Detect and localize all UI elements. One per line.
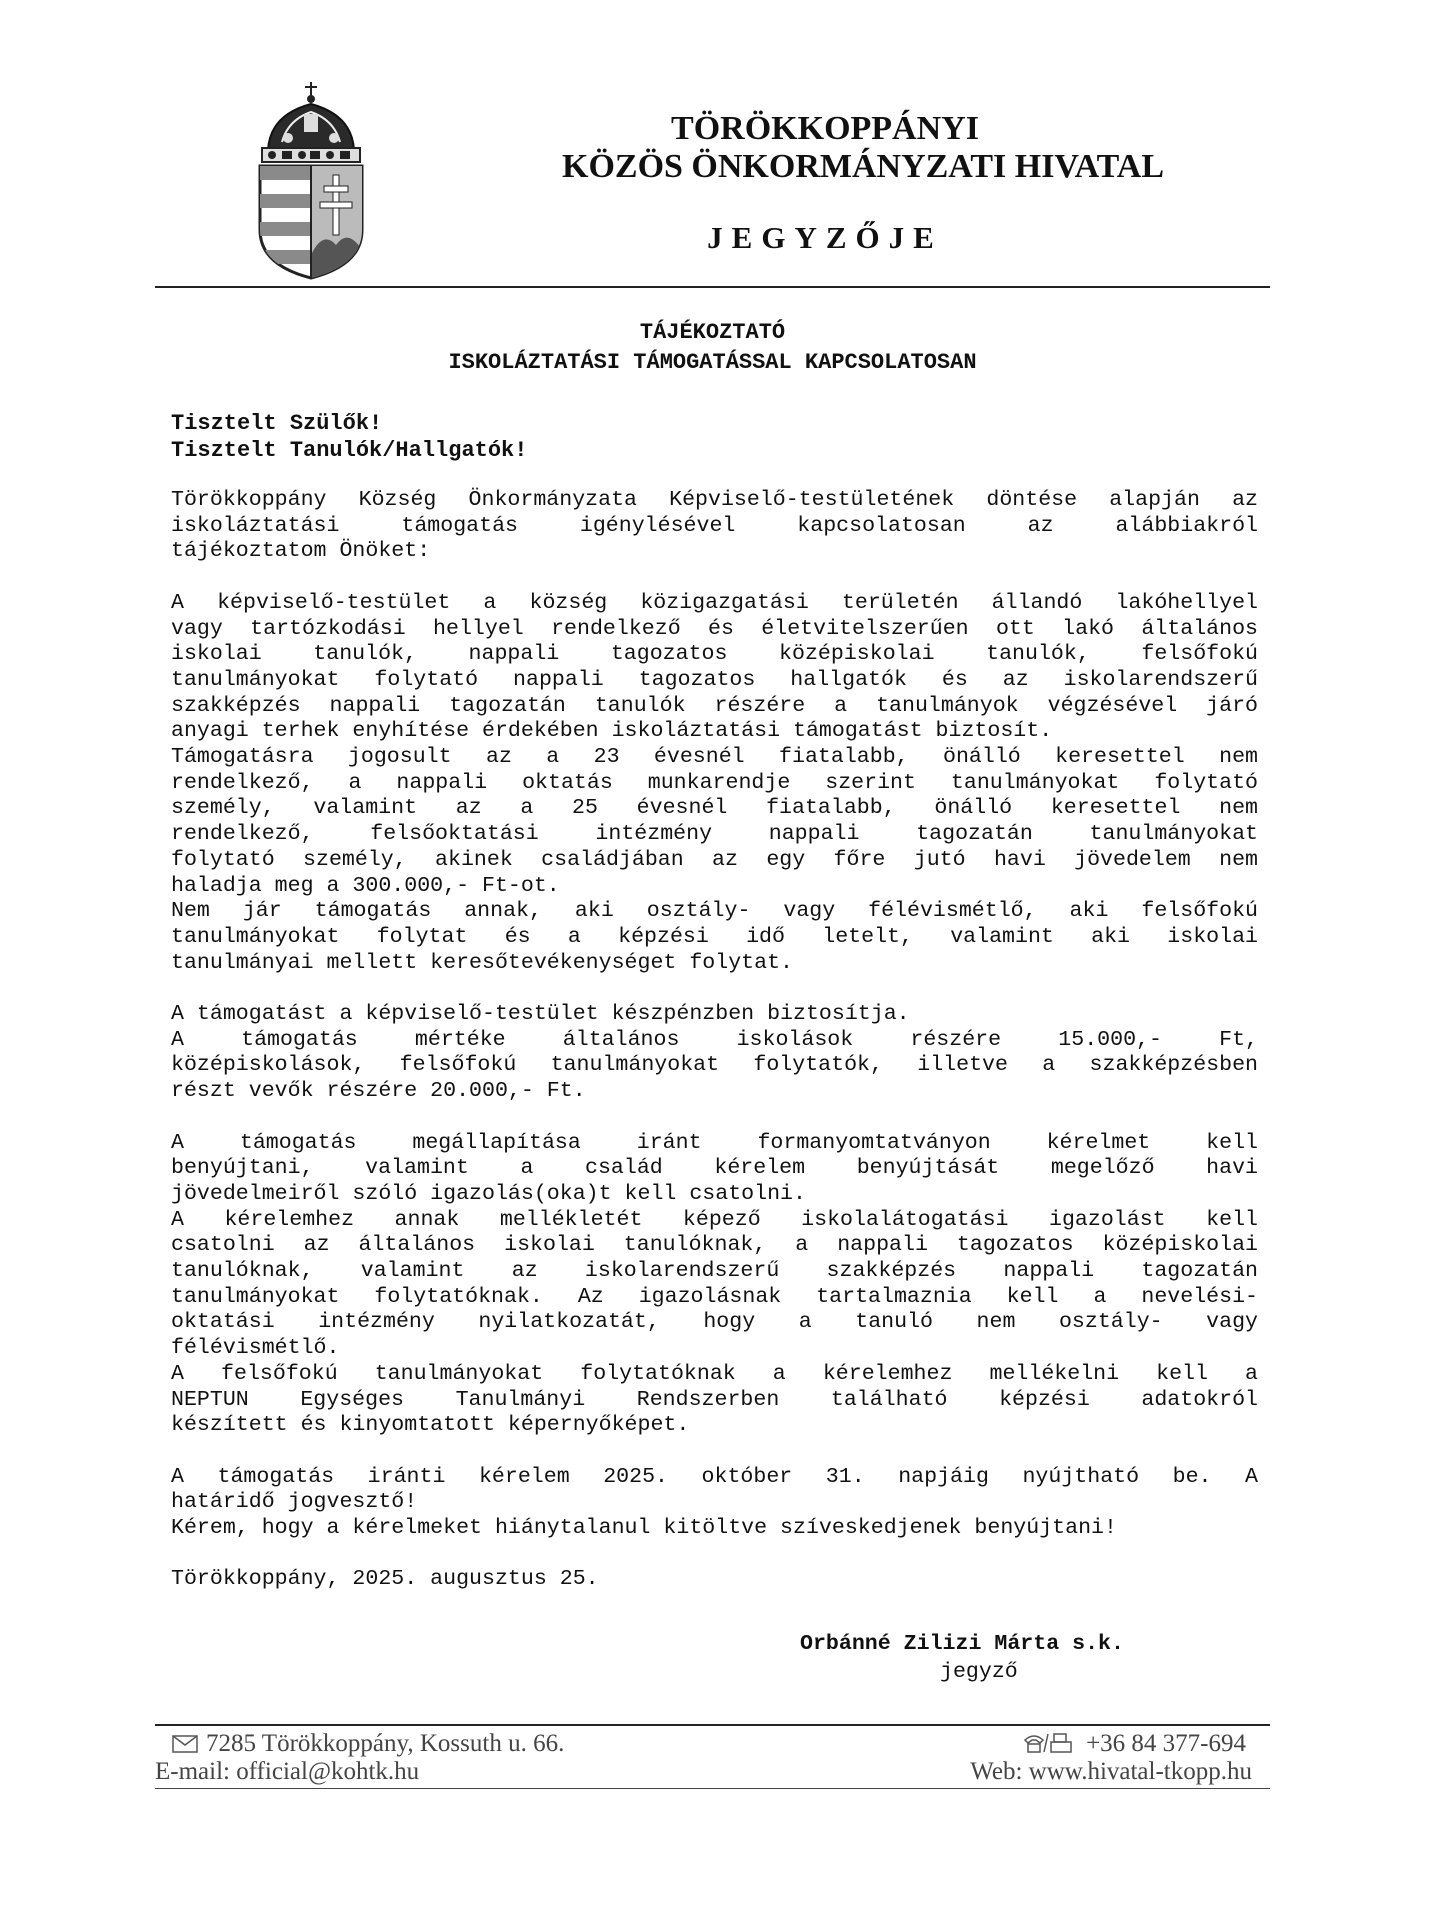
body-line: haladja meg a 300.000,- Ft-ot. — [171, 873, 560, 898]
body-line: rendelkező, felsőoktatási intézmény nappali tagozatán tanulmányokat — [171, 822, 1258, 847]
body-line: A támogatás iránti kérelem 2025. október 31. napjáig nyújtható be. A — [171, 1464, 1258, 1489]
body-line: A felsőfokú tanulmányokat folytatóknak a kérelemhez mellékelni kell a — [171, 1361, 1258, 1386]
body-line: oktatási intézmény nyilatkozatát, hogy a tanuló nem osztály- vagy — [171, 1310, 1258, 1335]
body-line: A támogatást a képviselő-testület készpénzben biztosítja. — [171, 1002, 910, 1027]
envelope-icon — [172, 1734, 198, 1754]
body-line: A támogatás mértéke általános iskolások részére 15.000,- Ft, — [171, 1027, 1258, 1052]
office-name-line2: KÖZÖS ÖNKORMÁNYZATI HIVATAL — [562, 148, 1165, 185]
document-title: TÁJÉKOZTATÓ — [639, 320, 786, 345]
office-role: JEGYZŐJE — [707, 220, 943, 255]
body-line: Nem jár támogatás annak, aki osztály- vagy félévismétlő, aki felsőfokú — [171, 899, 1258, 924]
footer-website: Web: www.hivatal-tkopp.hu — [970, 1758, 1252, 1785]
body-line: részt vevők részére 20.000,- Ft. — [171, 1079, 586, 1104]
body-line: rendelkező, a nappali oktatás munkarendje szerint tanulmányokat folytató — [171, 770, 1258, 795]
footer-underline — [155, 1788, 1270, 1789]
signatory-title: jegyző — [940, 1660, 1018, 1684]
body-line: jövedelmeiről szóló igazolás(oka)t kell csatolni. — [171, 1181, 806, 1206]
body-line: tanulmányai mellett keresőtevékenységet folytat. — [171, 950, 794, 975]
body-line: folytató személy, akinek családjában az egy főre jutó havi jövedelem nem — [171, 847, 1258, 872]
salutation-line: Tisztelt Szülők! — [171, 411, 383, 436]
body-line: határidő jogvesztő! — [171, 1490, 418, 1515]
phone-fax-icon — [1022, 1732, 1078, 1754]
body-line: szakképzés nappali tagozatán tanulók részére a tanulmányok végzésével járó — [171, 693, 1258, 718]
body-line: A támogatás megállapítása iránt formanyomtatványon kérelmet kell — [171, 1130, 1258, 1155]
dateline: Törökkoppány, 2025. augusztus 25. — [171, 1567, 599, 1592]
body-line: A képviselő-testület a község közigazgatási területén állandó lakóhellyel — [171, 590, 1258, 615]
body-line: tanulmányokat folytat és a képzési idő letelt, valamint aki iskolai — [171, 924, 1258, 949]
body-line: vagy tartózkodási hellyel rendelkező és életvitelszerűen ott lakó általános — [171, 616, 1258, 641]
document-subtitle: ISKOLÁZTATÁSI TÁMOGATÁSSAL KAPCSOLATOSAN — [448, 350, 977, 375]
header-divider — [155, 286, 1270, 288]
body-line: NEPTUN Egységes Tanulmányi Rendszerben található képzési adatokról — [171, 1387, 1258, 1412]
body-line: benyújtani, valamint a család kérelem benyújtását megelőző havi — [171, 1156, 1258, 1181]
footer-divider — [155, 1724, 1270, 1726]
salutation — [171, 410, 1261, 464]
body-line: középiskolások, felsőfokú tanulmányokat folytatók, illetve a szakképzésben — [171, 1053, 1258, 1078]
body-line: személy, valamint az a 25 évesnél fiatalabb, önálló keresettel nem — [171, 796, 1258, 821]
body-line: készített és kinyomtatott képernyőképet. — [171, 1413, 690, 1438]
body-line: tanulóknak, valamint az iskolarendszerű szakképzés nappali tagozatán — [171, 1259, 1258, 1284]
footer-email: E-mail: official@kohtk.hu — [155, 1758, 420, 1785]
footer-phone — [1022, 1730, 1246, 1758]
body-line: Törökkoppány Község Önkormányzata Képviselő-testületének döntése alapján az — [171, 488, 1258, 512]
office-name-line1: TÖRÖKKOPPÁNYI — [671, 110, 979, 147]
letter-body — [171, 488, 1258, 1593]
coat-of-arms-icon — [248, 80, 378, 280]
body-line: csatolni az általános iskolai tanulóknak, a nappali tagozatos középiskolai — [171, 1233, 1258, 1258]
body-line: Kérem, hogy a kérelmeket hiánytalanul kitöltve szíveskedjenek benyújtani! — [171, 1516, 1117, 1541]
signatory-name: Orbánné Zilizi Márta s.k. — [800, 1632, 1124, 1656]
body-line: félévismétlő. — [171, 1336, 340, 1361]
salutation-line: Tisztelt Tanulók/Hallgatók! — [171, 438, 528, 463]
body-line: Támogatásra jogosult az a 23 évesnél fiatalabb, önálló keresettel nem — [171, 745, 1258, 770]
body-line: A kérelemhez annak mellékletét képező iskolalátogatási igazolást kell — [171, 1207, 1258, 1232]
body-line: tanulmányokat folytatóknak. Az igazolásnak tartalmaznia kell a nevelési- — [171, 1284, 1258, 1309]
body-line: tanulmányokat folytató nappali tagozatos hallgatók és az iskolarendszerű — [171, 667, 1258, 692]
footer-address — [172, 1730, 564, 1758]
body-line: anyagi terhek enyhítése érdekében iskoláztatási támogatást biztosít. — [171, 719, 1053, 744]
body-line: iskoláztatási támogatás igénylésével kapcsolatosan az alábbiakról — [171, 513, 1258, 538]
body-line: tájékoztatom Önöket: — [171, 539, 431, 564]
phone-text: +36 84 377-694 — [1086, 1730, 1246, 1757]
body-line: iskolai tanulók, nappali tagozatos középiskolai tanulók, felsőfokú — [171, 642, 1258, 667]
address-text: 7285 Törökkoppány, Kossuth u. 66. — [206, 1730, 565, 1757]
